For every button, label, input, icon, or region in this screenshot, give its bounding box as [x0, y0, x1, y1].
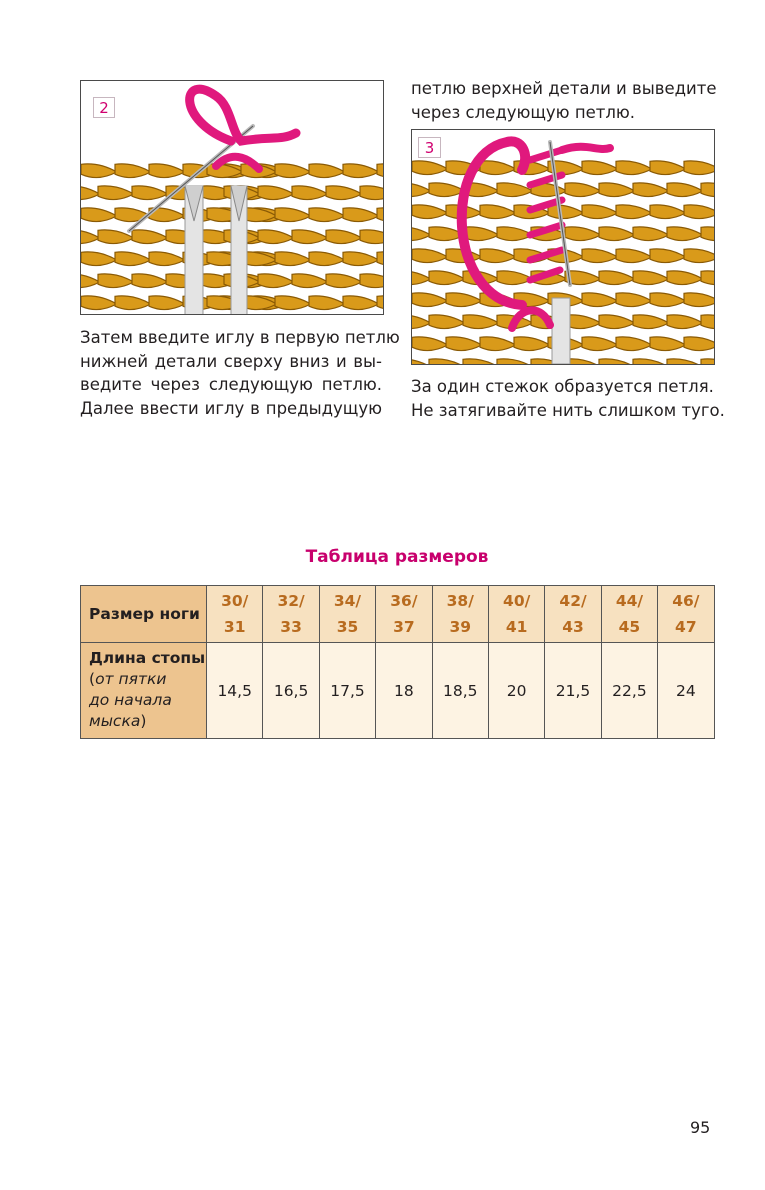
size-header: 30/ 31: [207, 586, 263, 643]
knit-stitch: [98, 274, 134, 288]
knit-stitch: [275, 208, 311, 222]
knit-stitch: [633, 227, 669, 241]
text-line: через следующую петлю.: [411, 102, 636, 122]
knit-stitch: [360, 230, 383, 244]
knit-stitch: [667, 359, 703, 364]
knit-stitch: [616, 337, 652, 351]
text-line: петлю верхней детали и выведите: [411, 79, 717, 98]
knit-stitch: [667, 183, 703, 197]
knit-stitch: [343, 164, 379, 178]
size-header: 36/ 37: [376, 586, 432, 643]
knit-stitch: [446, 337, 482, 351]
knit-stitch: [81, 252, 117, 266]
knit-stitch: [650, 293, 686, 307]
knit-stitch: [412, 293, 448, 307]
knit-stitch: [132, 274, 168, 288]
knit-stitch: [115, 252, 151, 266]
figure-2-number: 2: [93, 97, 115, 118]
table-header-row: [81, 586, 715, 643]
knit-stitch: [514, 337, 550, 351]
knit-stitch: [701, 227, 714, 241]
knit-stitch: [650, 205, 686, 219]
knit-stitch: [81, 296, 117, 310]
knit-stitch: [309, 296, 345, 310]
knit-stitch: [81, 186, 100, 200]
size-table: [80, 585, 715, 739]
size-header: 40/ 41: [488, 586, 544, 643]
size-header: 42/ 43: [545, 586, 601, 643]
knit-stitch: [412, 161, 448, 175]
knit-stitch: [275, 296, 311, 310]
knit-stitch: [292, 274, 328, 288]
table-title: Таблица размеров: [305, 547, 489, 567]
knit-stitch: [684, 337, 714, 351]
knit-stitch: [81, 230, 100, 244]
knit-stitch: [463, 359, 499, 364]
table-cell: 22,5: [601, 643, 657, 739]
knit-stitch: [258, 230, 294, 244]
knit-stitch: [412, 359, 431, 364]
knit-stitch: [565, 227, 601, 241]
knit-stitch: [599, 315, 635, 329]
knit-stitch: [480, 249, 516, 263]
instruction-text-right-bottom: [411, 375, 725, 422]
knit-stitch: [115, 296, 151, 310]
knit-stitch: [599, 359, 635, 364]
knit-stitch: [115, 164, 151, 178]
knit-stitch: [684, 161, 714, 175]
knit-stitch: [292, 186, 328, 200]
knit-stitch: [582, 293, 618, 307]
text-line: За один стежок образуется петля.: [411, 377, 714, 396]
knit-stitch: [667, 271, 703, 285]
knit-stitch: [497, 359, 533, 364]
knit-stitch: [616, 249, 652, 263]
knit-stitch: [684, 205, 714, 219]
knit-stitch: [480, 337, 516, 351]
knit-stitch: [565, 183, 601, 197]
knit-stitch: [292, 230, 328, 244]
knit-stitch: [412, 315, 431, 329]
knit-stitch: [616, 161, 652, 175]
text-line: Затем введите иглу в первую петлю: [80, 328, 400, 347]
size-header: 32/ 33: [263, 586, 319, 643]
knit-stitch: [412, 205, 448, 219]
text-line: ведите через следующую петлю.: [80, 375, 382, 394]
knit-stitch: [412, 227, 431, 241]
size-header: 46/ 47: [658, 586, 714, 643]
knit-stitch: [633, 315, 669, 329]
size-header: 38/ 39: [432, 586, 488, 643]
knit-stitch: [309, 252, 345, 266]
knit-stitch: [582, 205, 618, 219]
knit-stitch: [343, 296, 379, 310]
text-line: нижней детали сверху вниз и вы-: [80, 351, 382, 371]
knit-stitch: [412, 337, 448, 351]
table-cell: 21,5: [545, 643, 601, 739]
text-line: Не затягивайте нить слишком туго.: [411, 400, 725, 420]
size-header: 44/ 45: [601, 586, 657, 643]
knitting-illustration-2: [81, 81, 383, 314]
knit-stitch: [343, 208, 379, 222]
knit-stitch: [650, 337, 686, 351]
knit-stitch: [480, 205, 516, 219]
knit-stitch: [343, 252, 379, 266]
text-line: Далее ввести иглу в предыдущую: [80, 398, 382, 418]
knit-stitch: [463, 315, 499, 329]
knit-stitch: [633, 183, 669, 197]
knit-stitch: [582, 337, 618, 351]
knit-stitch: [412, 249, 448, 263]
knit-stitch: [275, 164, 311, 178]
knit-stitch: [667, 227, 703, 241]
table-cell: 14,5: [207, 643, 263, 739]
knit-stitch: [616, 205, 652, 219]
knit-stitch: [599, 271, 635, 285]
knit-stitch: [98, 186, 134, 200]
figure-2-illustration: [80, 80, 384, 315]
knit-stitch: [326, 230, 362, 244]
knit-stitch: [258, 186, 294, 200]
knit-stitch: [377, 252, 383, 266]
knit-stitch: [132, 230, 168, 244]
knit-stitch: [701, 359, 714, 364]
figure-3-illustration: [411, 129, 715, 365]
size-header: 34/ 35: [319, 586, 375, 643]
knit-stitch: [149, 252, 185, 266]
knit-stitch: [633, 271, 669, 285]
knit-stitch: [701, 183, 714, 197]
knit-stitch: [377, 164, 383, 178]
knit-stitch: [377, 208, 383, 222]
knit-stitch: [446, 293, 482, 307]
knit-stitch: [258, 274, 294, 288]
knit-stitch: [616, 293, 652, 307]
knit-stitch: [149, 164, 185, 178]
knit-stitch: [149, 296, 185, 310]
instruction-text-left: [80, 326, 400, 420]
knit-stitch: [548, 205, 584, 219]
knit-stitch: [429, 271, 465, 285]
knit-stitch: [429, 359, 465, 364]
knit-stitch: [650, 161, 686, 175]
knit-stitch: [412, 271, 431, 285]
table-cell: 18,5: [432, 643, 488, 739]
knit-stitch: [701, 315, 714, 329]
knitting-illustration-3: [412, 130, 714, 364]
table-cell: 16,5: [263, 643, 319, 739]
knit-stitch: [633, 359, 669, 364]
knit-stitch: [326, 186, 362, 200]
knit-stitch: [684, 249, 714, 263]
knit-stitch: [326, 274, 362, 288]
row-label: Длина стопы (от пятки до начала мыска): [81, 643, 207, 739]
table-cell: 18: [376, 643, 432, 739]
table-cell: 20: [488, 643, 544, 739]
knit-stitch: [81, 208, 117, 222]
instruction-text-right-top: [411, 77, 715, 124]
knit-stitch: [275, 252, 311, 266]
knit-stitch: [81, 164, 117, 178]
knit-stitch: [81, 274, 100, 288]
knit-stitch: [650, 249, 686, 263]
knit-stitch: [599, 183, 635, 197]
knit-stitch: [360, 274, 383, 288]
figure-3-number: 3: [418, 137, 441, 158]
knit-stitch: [429, 315, 465, 329]
knit-stitch: [684, 293, 714, 307]
knit-stitch: [309, 208, 345, 222]
knit-stitch: [377, 296, 383, 310]
gap-center: [552, 298, 570, 364]
knit-stitch: [582, 161, 618, 175]
knit-stitch: [667, 315, 703, 329]
table-row: [81, 643, 715, 739]
knit-stitch: [480, 161, 516, 175]
thread-icon: [562, 147, 610, 150]
knit-stitch: [582, 249, 618, 263]
table-cell: 24: [658, 643, 714, 739]
knit-stitch: [701, 271, 714, 285]
knit-stitch: [132, 186, 168, 200]
table-cell: 17,5: [319, 643, 375, 739]
header-label: Размер ноги: [81, 586, 207, 643]
knit-stitch: [412, 183, 431, 197]
knit-stitch: [360, 186, 383, 200]
page-number: 95: [690, 1118, 711, 1137]
knit-stitch: [599, 227, 635, 241]
knit-stitch: [309, 164, 345, 178]
